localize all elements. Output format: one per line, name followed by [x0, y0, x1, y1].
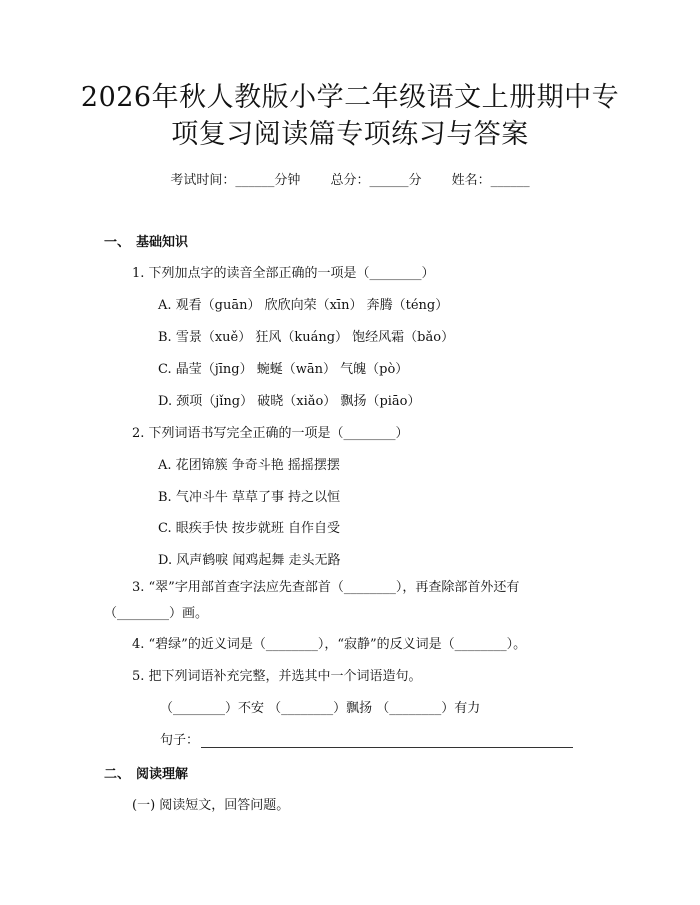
question-4: 4. “碧绿”的近义词是（________），“寂静”的反义词是（________）。: [132, 637, 527, 652]
section-2-number: 二、: [104, 767, 131, 782]
question-3: 3. “翠”字用部首查字法应先查部首（________），再查除部首外还有（________）画。: [104, 580, 520, 621]
question-2-option-d: D. 风声鹤唳 闻鸡起舞 走头无路: [158, 553, 341, 568]
question-2-option-c: C. 眼疾手快 按步就班 自作自受: [158, 521, 341, 536]
total-score-field: 总分：______分: [330, 173, 422, 188]
exam-info: [0, 169, 700, 188]
question-2-option-a: A. 花团锦簇 争奇斗艳 摇摇摆摆: [158, 458, 340, 473]
section-2-title: 阅读理解: [136, 767, 189, 782]
sentence-answer-line: [201, 735, 573, 748]
question-1-option-a: A. 观看（guān） 欣欣向荣（xīn） 奔腾（téng）: [158, 298, 449, 313]
question-2-option-b: B. 气冲斗牛 草草了事 持之以恒: [158, 490, 341, 505]
question-1-option-d: D. 颈项（jǐng） 破晓（xiǎo） 飘扬（piāo）: [158, 394, 421, 409]
section-1-number: 一、: [104, 235, 131, 250]
section-1-heading: [104, 231, 188, 250]
reading-subsection-1: (一) 阅读短文，回答问题。: [132, 798, 290, 813]
question-2: 2. 下列词语书写完全正确的一项是（________）: [132, 426, 409, 441]
section-1-title: 基础知识: [136, 235, 189, 250]
question-5-fill-words: （________）不安 （________）飘扬 （________）有力: [160, 701, 481, 716]
section-2-heading: [104, 763, 188, 782]
question-1: 1. 下列加点字的读音全部正确的一项是（________）: [132, 266, 435, 281]
question-1-option-c: C. 晶莹（jīng） 蜿蜒（wān） 气魄（pò）: [158, 362, 409, 377]
question-5-sentence: [160, 729, 573, 748]
exam-time-field: 考试时间：______分钟: [170, 173, 301, 188]
page-title-line-2: 项复习阅读篇专项练习与答案: [171, 119, 529, 150]
question-5: 5. 把下列词语补充完整，并选其中一个词语造句。: [132, 669, 422, 684]
page-title-line-1: 2026年秋人教版小学二年级语文上册期中专: [80, 82, 620, 113]
name-field: 姓名：______: [451, 173, 530, 188]
sentence-label: 句子：: [160, 733, 200, 748]
question-1-option-b: B. 雪景（xuě） 狂风（kuáng） 饱经风霜（bǎo）: [158, 330, 455, 345]
